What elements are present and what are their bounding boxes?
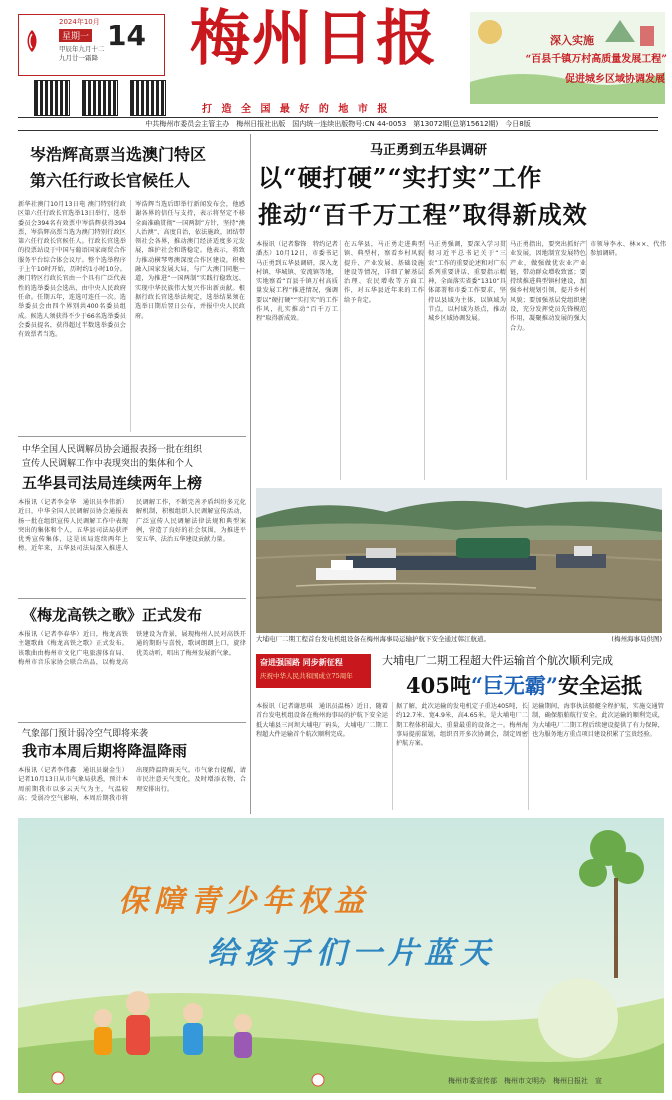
divider xyxy=(18,598,246,599)
public-service-ad xyxy=(18,818,664,1093)
river-transport-photo xyxy=(256,488,662,633)
main-story-kicker: 马正勇到五华县调研 xyxy=(370,143,488,158)
publication-info-bar: 中共梅州市委员会主管主办 梅州日报社出版 国内统一连续出版物号:CN 44-0053 第13072期(总第15612期) 今日8版 xyxy=(18,117,658,131)
article-2-kicker-line-2: 宣传人民调解工作中表现突出的集体和个人 xyxy=(22,459,194,469)
divider xyxy=(18,722,246,723)
promo-banner xyxy=(470,12,665,104)
promo-line-3: 促进城乡区域协调发展 xyxy=(565,74,665,85)
article-1-body-continued: 岑浩辉当选后即举行新闻发布会，他感谢各界的信任与支持，表示将坚定不移全面准确贯彻“一国两制”方针，坚持“澳人治澳”、高度自治，依法施政，团结带领社会各界，推动澳门经济适度多元发展，维护社会和谐稳定。他表示，将致力推动横琴粤澳深度合作区建设，积极融入国家发展大局，与广大澳门同胞一道，为推进“一国两制”实践行稳致远、实现中华民族伟大复兴作出新贡献。根据行政长官选举法规定，选举结果须在选举日期后翌日公布，并报中央人民政府。 xyxy=(130,200,245,432)
article-1-title-line-2: 第六任行政长官候任人 xyxy=(30,171,191,190)
article-4-body: 本报讯（记者李伟鑫 通讯员谢金生）记者10月13日从市气象局获悉，预计本周前期我市以多云天气为主，气温较高；受弱冷空气影响，本周后期我市将出现降温降雨天气。市气象台提醒，请市民注意天气变化，及时增添衣物，合理安排出行。 xyxy=(18,767,246,802)
article-4-kicker: 气象部门预计弱冷空气即将来袭 xyxy=(22,729,149,739)
promo-line-1: 深入实施 xyxy=(550,34,594,47)
main-story-title-line-1: 以“硬打硬”“实打实”工作 xyxy=(258,163,543,192)
lunar-date: 甲辰年九月十二 九月廿一霜降 xyxy=(59,45,105,62)
ad-footer: 梅州市委宣传部 梅州市文明办 梅州日报社 宣 xyxy=(448,1077,602,1085)
slogan: 打 造 全 国 最 好 的 地 市 报 xyxy=(202,104,391,115)
promo-line-2: “百县千镇万村高质量发展工程” xyxy=(525,54,667,65)
masthead xyxy=(0,0,672,120)
column-divider xyxy=(250,134,251,814)
photo-caption: 大埔电厂二期工程首台发电机组设备在梅州海事局运输护航下安全通过韩江航道。 (梅州海事局供图) xyxy=(256,635,662,643)
barge-on-river-image xyxy=(256,488,662,633)
article-3-title: 《梅龙高铁之歌》正式发布 xyxy=(22,606,203,624)
anniversary-tag: 奋进强国路 同步新征程 庆祝中华人民共和国成立75周年 xyxy=(256,654,371,688)
article-1-body: 新华社澳门10月13日电 澳门特别行政区第六任行政长官选举13日举行，选举委员会394名有效票中岑浩辉获得394票，岑浩辉高票当选为澳门特别行政区第六任行政长官候任人。行政长官选举的投票站设于中国与葡语国家商贸合作服务平台综合体会议厅。整个选举程序于上午10时开始，历时约1小时10分。澳门特区行政长官由一个具有广泛代表性的选举委员会选出，由中央人民政府任命。任期五年，连选可连任一次。选举委员会由四个界别共400名委员组成。候选人须获得不少于66名选举委员会委员提名，获得超过半数选举委员会有效票者当选。 xyxy=(18,201,126,339)
sub-story-body-col-2: 据了解，此次运输的发电机定子重达405吨，长约12.7米、宽4.9米、高4.65米，是大埔电厂二期工程体积最大、重量最重的设备之一。梅州海事局提前谋划，组织召开多次协调会，制定周密护航方案。 xyxy=(392,702,528,810)
main-story-body-col-3: 马正勇强调，要深入学习贯彻习近平总书记关于“三农”工作的重要论述和对广东系列重要讲话、重要指示精神，全面落实省委“1310”具体部署和市委工作要求，坚持以县域为主体，以镇域为节点，以村域为基点，推动城乡区域协调发展。 xyxy=(424,240,506,480)
main-story-body-col-1: 本报讯（记者黎锋 特约记者潘杰）10月12日，市委书记马正勇到五华县调研，深入龙村镇、华城镇、安流镇等地，实地察看“百县千镇万村高质量发展工程”推进情况，强调要以“硬打硬”“实打实”的工作作风，扎实推动“百千万工程”取得新成效。 xyxy=(256,241,338,323)
year-month: 2024年10月 xyxy=(59,18,100,26)
main-story-body-col-5: 市领导李永、林××、代伟参加调研。 xyxy=(586,240,666,480)
article-4-title: 我市本周后期将降温降雨 xyxy=(22,742,188,760)
sub-story-body-col-3: 运输期间，海事执法船艇全程护航，实施交通管制，确保船舶航行安全。此次运输的顺利完成，为大埔电厂二期工程后续建设提供了有力保障，也为服务地方重点项目建设积累了宝贵经验。 xyxy=(528,702,664,810)
sub-story-title: 405吨“巨无霸”安全运抵 xyxy=(406,673,643,698)
qr-code-icon xyxy=(82,80,118,116)
divider xyxy=(18,436,246,437)
photo-credit: (梅州海事局供图) xyxy=(611,635,662,643)
article-2-title: 五华县司法局连续两年上榜 xyxy=(22,474,203,492)
qr-code-icon xyxy=(34,80,70,116)
main-story-title-line-2: 推动“百千万工程”取得新成效 xyxy=(258,200,588,229)
qr-code-icon xyxy=(130,80,166,116)
weekday: 星期一 xyxy=(59,29,92,42)
day-number: 14 xyxy=(107,19,146,52)
sub-story-kicker: 大埔电厂二期工程超大件运输首个航次顺利完成 xyxy=(382,654,613,667)
article-2-body: 本报讯（记者李金华 通讯员李伟新）近日，中华全国人民调解员协会通报表扬一批在组织宣传人民调解工作中表现突出的集体和个人，五华县司法局获评优秀宣传集体，这是该局连续两年上榜。近年来，五华县司法局深入推进人民调解工作，不断完善矛盾纠纷多元化解机制，积极组织人民调解宣传活动，广泛宣传人民调解法律法规和典型案例，营造了良好的社会氛围，为推进平安五华、法治五华建设贡献力量。 xyxy=(18,499,246,553)
article-1-title-line-1: 岑浩辉高票当选澳门特区 xyxy=(30,145,207,164)
newspaper-title: 梅州日报 xyxy=(190,4,438,74)
main-story-body-col-4: 马正勇指出，要突出抓好产业发展，因地制宜发展特色产业，做强做优农业产业链，带动群众增收致富；要持续推进典型镇村建设，加强乡村规划引领，提升乡村风貌；要加强基层党组织建设，充分发挥党员先锋模范作用，凝聚推动发展的强大合力。 xyxy=(506,240,586,480)
ad-line-2: 给孩子们一片蓝天 xyxy=(208,936,496,971)
article-3-body: 本报讯（记者李春华）近日，梅龙高铁主题歌曲《梅龙高铁之歌》正式发布。该歌曲由梅州市文化广电旅游体育局、梅州市音乐家协会联合出品，以梅龙高铁建设为背景，展现梅州人民对高铁开通的期盼与喜悦，歌词朗朗上口，旋律优美动听，唱出了梅州发展新气象。 xyxy=(18,631,246,666)
main-story-body-col-2: 在五华县，马正勇走进典型镇、典型村，察看乡村风貌提升、产业发展、基础设施建设等情况，详细了解基层治理、农民增收等方面工作，对五华县近年来的工作给予肯定。 xyxy=(340,240,424,480)
article-2-kicker: 中华全国人民调解员协会通报表扬一批在组织 xyxy=(22,445,203,455)
newspaper-logo-icon xyxy=(22,28,42,54)
sub-story-body-col-1: 本报讯（记者谢思琪 通讯员温杨）近日，随着首台发电机组设备在梅州海事局的护航下安全运抵大埔县三河坝大埔电厂码头，大埔电厂二期工程超大件运输首个航次顺利完成。 xyxy=(256,703,388,738)
ad-line-1: 保障青少年权益 xyxy=(118,884,370,919)
